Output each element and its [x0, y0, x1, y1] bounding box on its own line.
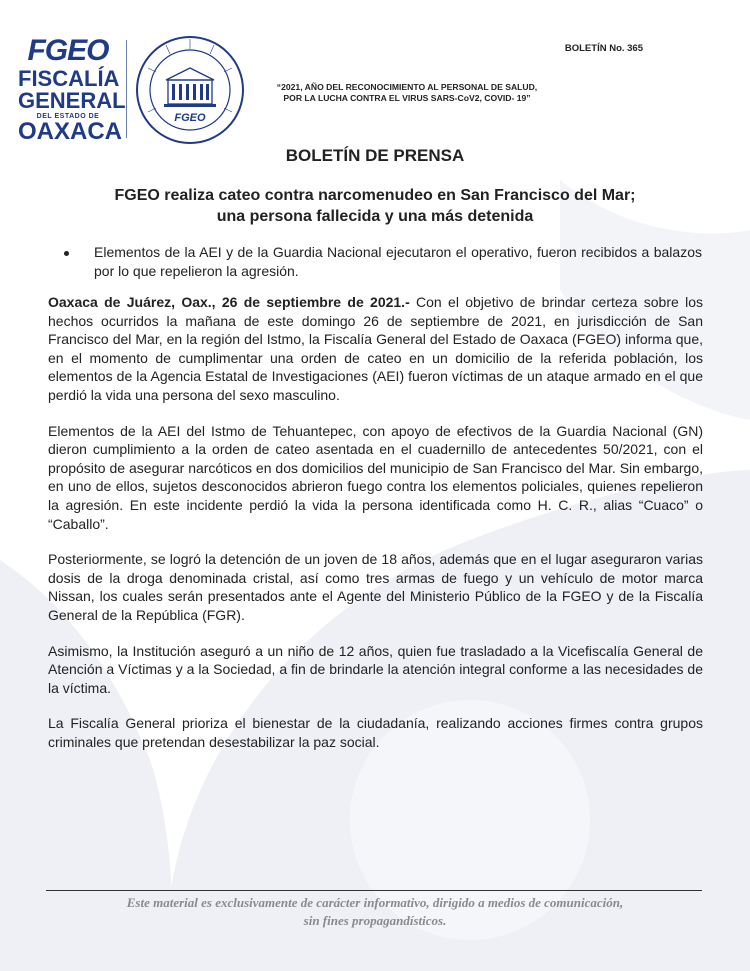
fgeo-logo — [18, 34, 126, 145]
bulletin-number: BOLETÍN No. 365 — [564, 43, 643, 54]
logo-abbr: FGEO — [27, 34, 109, 67]
document-title: BOLETÍN DE PRENSA — [285, 146, 465, 165]
paragraph-3: Posteriormente, se logró la detención de un joven de 18 años, además que en el lugar aseguraron varias dosis de la droga denominada cristal, así como tres armas de fuego y un vehículo de motor marca Nissan, los cuales serán presentados ante el Agente del Ministerio Público de la FGEO y de la Fiscalía General de la República (FGR). — [48, 551, 703, 623]
summary-bullet — [64, 243, 702, 281]
headline — [100, 185, 650, 227]
article-body — [48, 293, 703, 768]
footer-disclaimer — [0, 894, 750, 930]
footer-line-1: Este material es exclusivamente de carácter informativo, dirigido a medios de comunicación, — [126, 895, 624, 910]
fiscalia-seal-icon — [134, 34, 246, 146]
headline-line-1: FGEO realiza cateo contra narcomenudeo en San Francisco del Mar; — [114, 187, 636, 204]
logo-line-general: GENERAL — [18, 88, 126, 113]
logo-line-fiscalia: FISCALÍA — [18, 66, 120, 91]
motto-line-1: “2021, AÑO DEL RECONOCIMIENTO AL PERSONAL DE SALUD, — [276, 82, 538, 92]
seal-label: FGEO — [174, 112, 206, 124]
logo-line-estado: DEL ESTADO DE — [36, 113, 100, 120]
dateline: Oaxaca de Juárez, Oax., 26 de septiembre de 2021.- — [48, 294, 410, 310]
paragraph-5: La Fiscalía General prioriza el bienestar de la ciudadanía, realizando acciones firmes contra grupos criminales que pretendan desestabilizar la paz social. — [48, 715, 703, 750]
paragraph-4: Asimismo, la Institución aseguró a un niño de 12 años, quien fue trasladado a la Vicefiscalía General de Atención a Víctimas y a la Sociedad, a fin de brindarle la atención integral conforme a las necesidades de la víctima. — [48, 642, 703, 696]
bullet-text: Elementos de la AEI y de la Guardia Nacional ejecutaron el operativo, fueron recibidos a balazos por lo que repelieron la agresión. — [94, 244, 702, 279]
paragraph-2: Elementos de la AEI del Istmo de Tehuantepec, con apoyo de efectivos de la Guardia Nacional (GN) dieron cumplimiento a la orden de cateo asentada en el cuadernillo de antecedentes 50/2021, con el propósito de asegurar narcóticos en dos domicilios del municipio de San Francisco del Mar. Sin embargo, en uno de ellos, sujetos desconocidos abrieron fuego contra los elementos policiales, quienes repelieron la agresión. En este incidente perdió la vida la persona identificada como H. C. R., alias “Cuaco” o “Caballo”. — [48, 422, 703, 532]
footer-divider — [46, 890, 702, 891]
footer-line-2: sin fines propagandísticos. — [303, 913, 447, 928]
headline-line-2: una persona fallecida y una más detenida — [216, 208, 534, 225]
motto-line-2: POR LA LUCHA CONTRA EL VIRUS SARS-CoV2, COVID- 19” — [283, 93, 531, 103]
header-divider — [126, 40, 127, 138]
paragraph-1-text: Con el objetivo de brindar certeza sobre los hechos ocurridos la mañana de este domingo 26 de septiembre de 2021, en jurisdicción de San Francisco del Mar, en la región del Istmo, la Fiscalía General del Estado de Oaxaca (FGEO) informa que, en el momento de cumplimentar una orden de cateo en un domicilio de la referida población, los elementos de la Agencia Estatal de Investigaciones (AEI) fueron víctimas de un ataque armado en el que perdió la vida una persona del sexo masculino. — [48, 294, 703, 403]
logo-line-oaxaca: OAXACA — [18, 118, 123, 145]
bullet-dot-icon — [64, 251, 69, 256]
paragraph-1 — [48, 293, 703, 405]
header-motto — [258, 82, 556, 104]
